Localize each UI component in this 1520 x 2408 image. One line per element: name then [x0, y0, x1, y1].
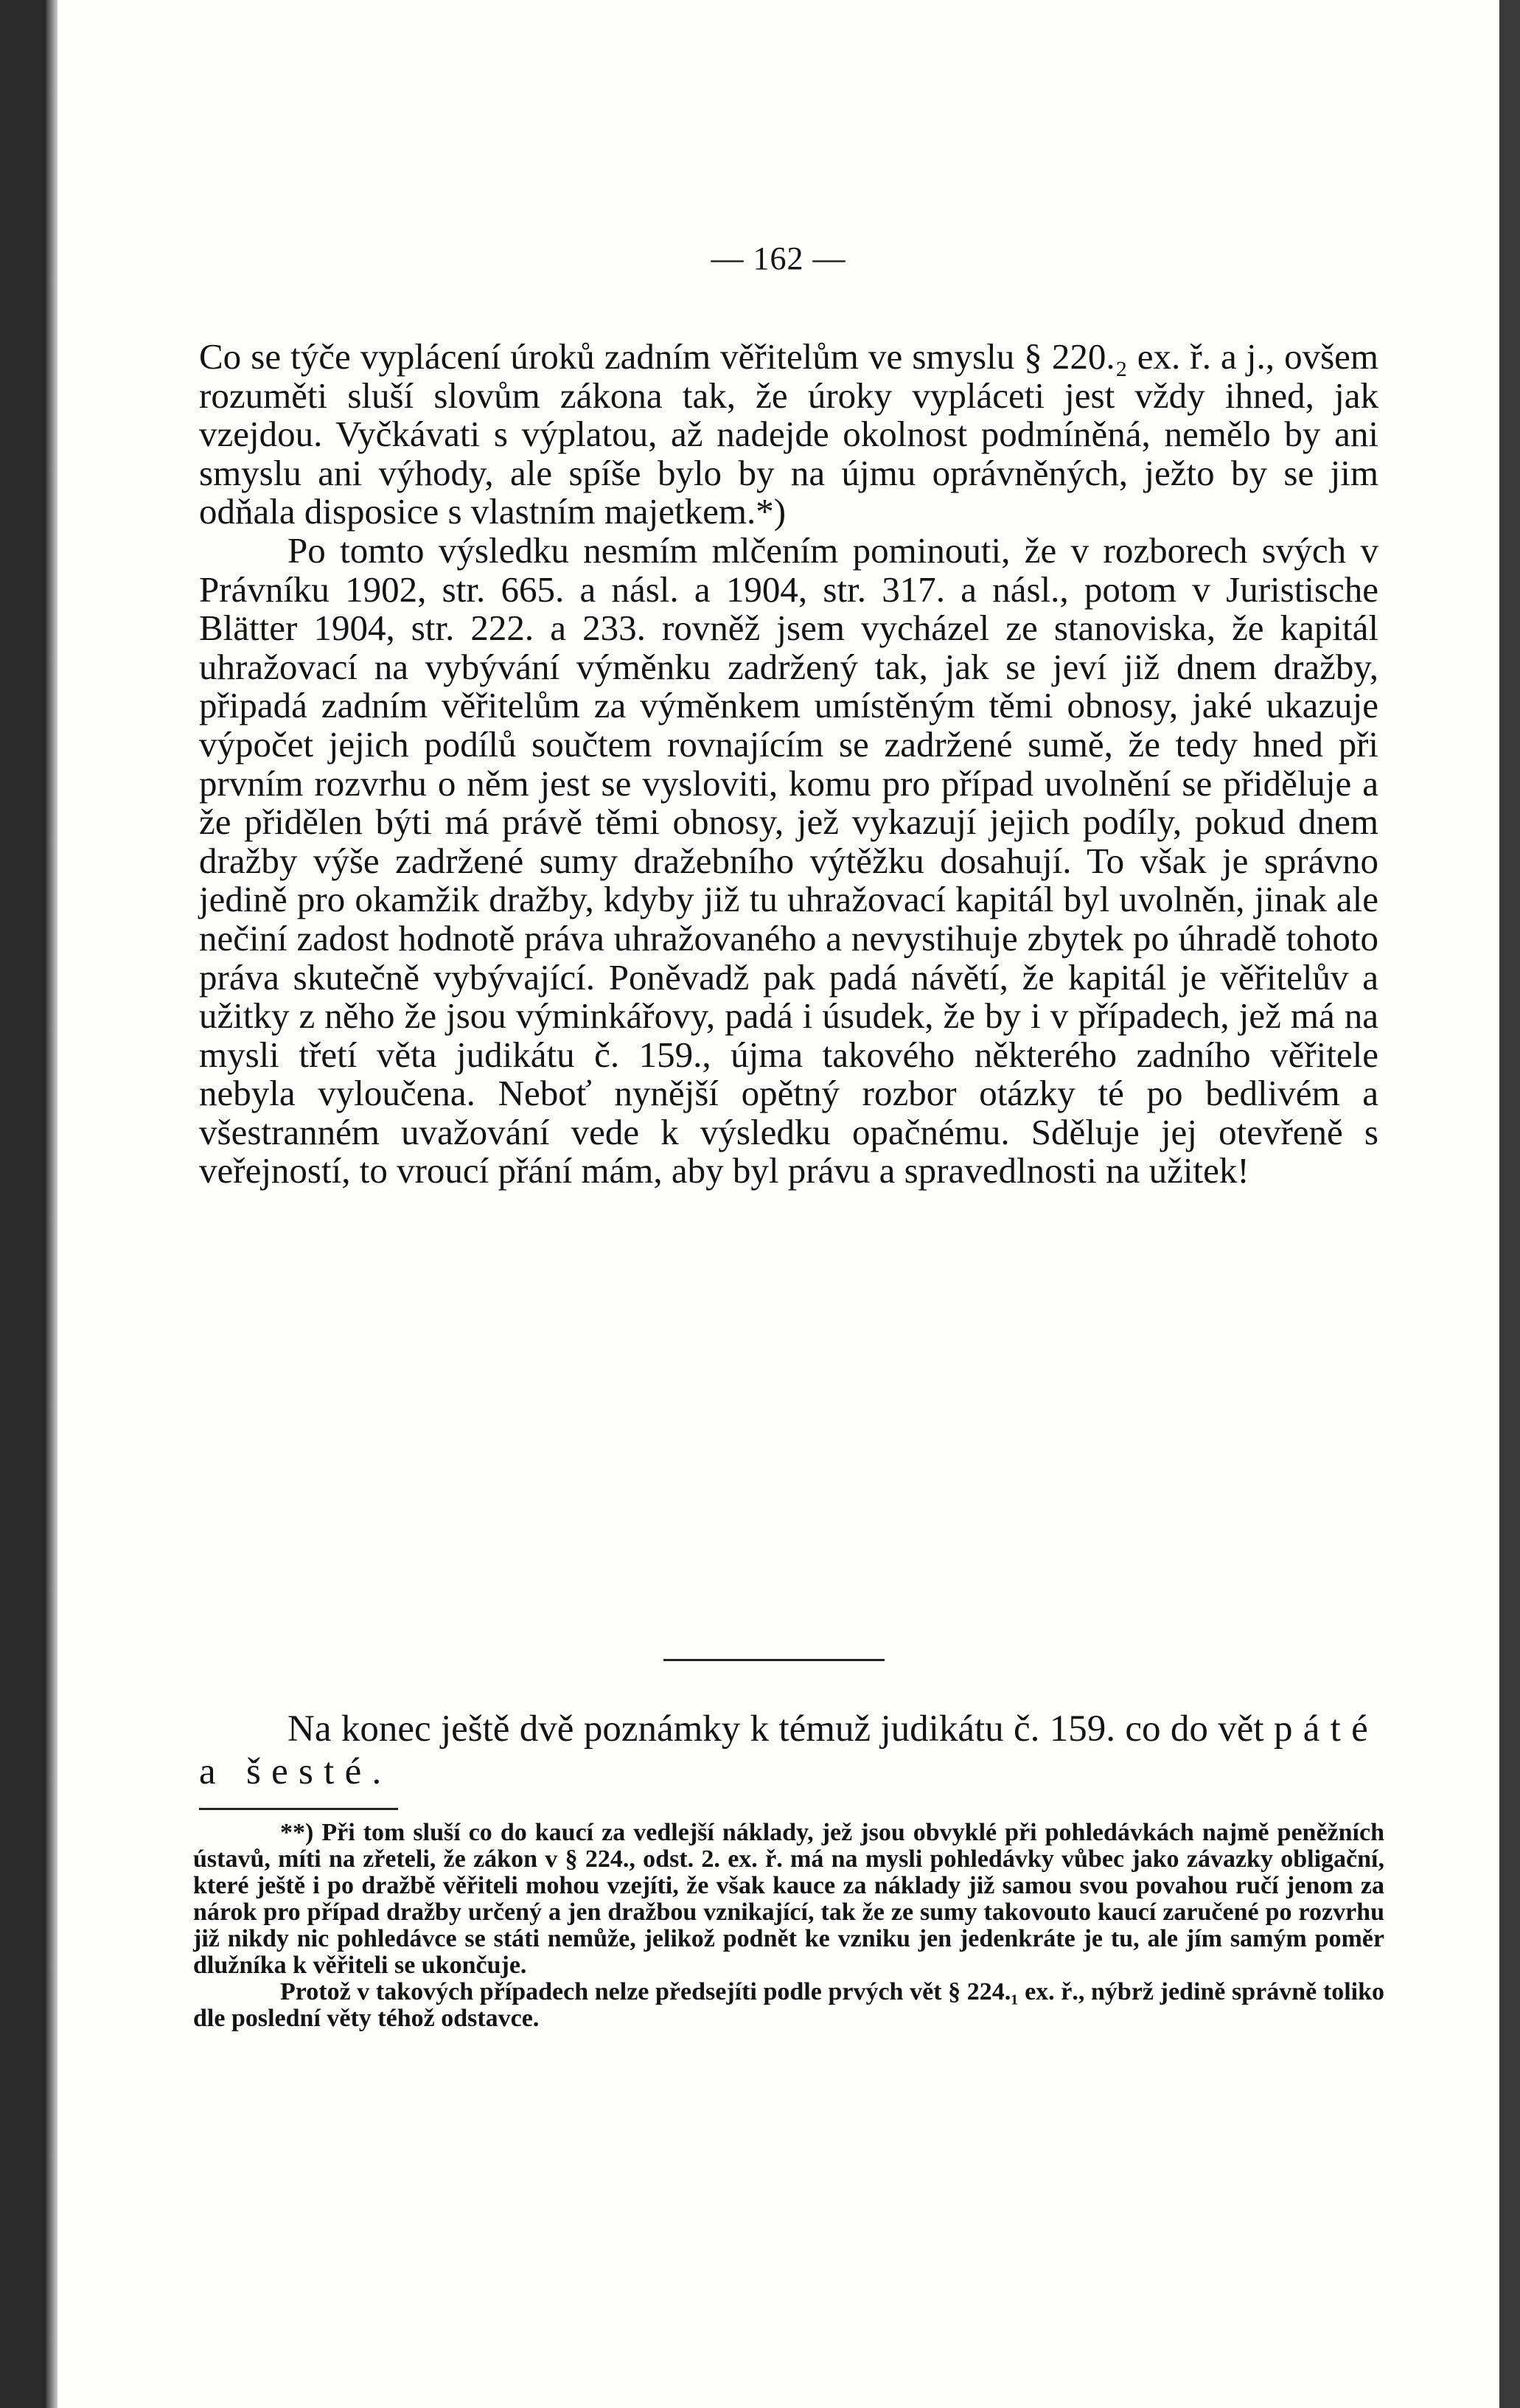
- scan-frame-right: [1499, 0, 1520, 2408]
- closing-note-lead: Na konec ještě dvě poznámky k témuž judikátu č. 159. co do vět: [287, 1708, 1264, 1750]
- closing-note: [199, 1708, 1378, 1793]
- scan-frame-shadow: [46, 0, 57, 2408]
- section-divider: [663, 1659, 885, 1661]
- footnote: [193, 1820, 1384, 2032]
- closing-note-spaced: páté a šesté.: [199, 1708, 1378, 1792]
- footnote-paragraph-1: **) Při tom sluší co do kaucí za vedlejší náklady, jež jsou obvyklé při pohledávkách najmě peněžních ústavů, míti na zřeteli, že zákon v § 224., odst. 2. ex. ř. má na mysli pohledávky vůbec jako závazky obligační, které ještě i po dražbě věřiteli mohou vzejíti, že však kauce za náklady již samou svou povahou ručí jenom za nárok pro případ dražby určený a jen dražbou vznikající, tak že ze sumy takovouto kaucí zaručené po rozvrhu již nikdy nic pohledávce se státi nemůže, jelikož podnět ke vzniku jen jedenkráte je tu, ale jím samým poměr dlužníka k věřiteli se ukončuje.: [193, 1819, 1384, 1979]
- page-number: — 162 —: [711, 240, 846, 276]
- book-page: [57, 0, 1499, 2408]
- footnote-divider: [199, 1808, 398, 1810]
- closing-note-paragraph: [199, 1708, 1378, 1793]
- paragraph-analysis: Po tomto výsledku nesmím mlčením pominouti, že v rozborech svých v Právníku 1902, str. 665. a násl. a 1904, str. 317. a násl., potom v Juristische Blätter 1904, str. 222. a 233. rovněž jsem vycházel ze stanoviska, že kapitál uhražovací na vybývání výměnku zadržený tak, jak se jeví již dnem dražby, připadá zadním věřitelům za výměnkem umístěným těmi obnosy, jaké ukazuje výpočet jejich podílů součtem rovnajícím se zadržené sumě, že tedy hned při prvním rozvrhu o něm jest se vysloviti, komu pro případ uvolnění se přiděluje a že přidělen býti má právě těmi obnosy, jež vykazují jejich podíly, pokud dnem dražby výše zadržené sumy dražebního výtěžku dosahují. To však je správno jedině pro okamžik dražby, kdyby již tu uhražovací kapitál byl uvolněn, jinak ale nečiní zadost hodnotě práva uhražovaného a nevystihuje zbytek po úhradě tohoto práva skutečně vybývající. Poněvadž pak padá návětí, že kapitál je věřitelův a užitky z něho že jsou výminkářovy, padá i úsudek, že by i v případech, jež má na mysli třetí věta judikátu č. 159., újma takového některého zadního věřitele nebyla vyloučena. Neboť nynější opětný rozbor otázky té po bedlivém a všestranném uvažování vede k výsledku opačnému. Sděluje jej otevřeně s veřejností, to vroucí přání mám, aby byl právu a spravedlnosti na užitek!: [199, 529, 1378, 1191]
- main-text: [199, 338, 1378, 1191]
- footnote-paragraph-2: Protož v takových případech nelze předsejíti podle prvých vět § 224.₁ ex. ř., nýbrž jedině správně toliko dle poslední věty téhož odstavce.: [193, 1978, 1384, 2032]
- paragraph-interest-payment: Co se týče vyplácení úroků zadním věřitelům ve smyslu § 220.₂ ex. ř. a j., ovšem rozuměti sluší slovům zákona tak, že úroky vypláceti jest vždy ihned, jak vzejdou. Vyčkávati s výplatou, až nadejde okolnost podmíněná, nemělo by ani smyslu ani výhody, ale spíše bylo by na újmu oprávněných, ježto by se jim odňala disposice s vlastním majetkem.*): [199, 336, 1378, 532]
